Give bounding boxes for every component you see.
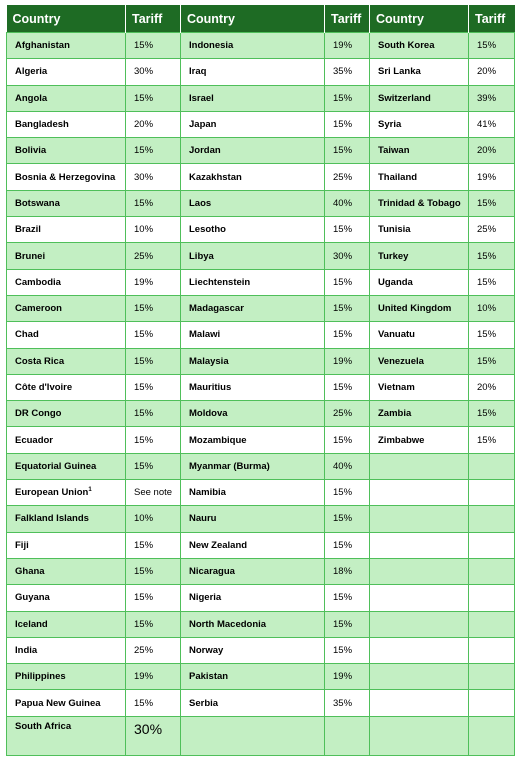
table-row	[7, 243, 515, 269]
country-cell	[181, 111, 325, 137]
table-row	[7, 190, 515, 216]
tariff-cell: 15%	[126, 453, 181, 479]
country-cell	[7, 269, 126, 295]
country-name: Fiji	[15, 539, 29, 551]
tariff-cell: 15%	[325, 427, 370, 453]
country-cell	[370, 322, 469, 348]
tariff-cell: 25%	[469, 217, 515, 243]
country-name: Israel	[189, 92, 214, 104]
tariff-cell: 15%	[126, 85, 181, 111]
table-row	[7, 111, 515, 137]
country-name: European Union	[15, 487, 89, 499]
country-cell	[7, 506, 126, 532]
table-row	[7, 138, 515, 164]
country-cell	[7, 111, 126, 137]
tariff-cell: 15%	[126, 348, 181, 374]
country-cell	[7, 690, 126, 716]
header-tariff-2: Tariff	[325, 5, 370, 33]
country-name: Pakistan	[189, 671, 229, 683]
country-cell	[370, 85, 469, 111]
tariff-cell: 15%	[126, 190, 181, 216]
tariff-cell: 15%	[469, 401, 515, 427]
country-cell	[181, 217, 325, 243]
country-name: Moldova	[189, 408, 228, 420]
country-name: Bosnia & Herzegovina	[15, 171, 116, 183]
tariff-cell: 10%	[469, 295, 515, 321]
tariff-cell: 25%	[126, 637, 181, 663]
header-country-1: Country	[7, 5, 126, 33]
tariff-cell: 40%	[325, 453, 370, 479]
country-name: Bangladesh	[15, 119, 69, 131]
tariff-cell: 30%	[325, 243, 370, 269]
country-name: South Africa	[15, 720, 72, 732]
country-name: Côte d'Ivoire	[15, 382, 73, 393]
tariff-cell: 19%	[126, 269, 181, 295]
country-cell	[7, 243, 126, 269]
country-name: Namibia	[189, 487, 226, 499]
country-name: Myanmar (Burma)	[189, 460, 270, 472]
country-cell	[181, 716, 325, 755]
tariff-cell: 15%	[325, 322, 370, 348]
country-cell	[7, 716, 126, 755]
tariff-cell: 20%	[469, 374, 515, 400]
country-name: Botswana	[15, 197, 60, 209]
country-cell	[370, 401, 469, 427]
tariff-cell	[469, 585, 515, 611]
tariff-cell: 15%	[126, 558, 181, 584]
country-cell	[370, 164, 469, 190]
country-cell	[7, 190, 126, 216]
country-name: Switzerland	[378, 92, 431, 104]
country-name: Cambodia	[15, 276, 61, 288]
country-cell	[7, 85, 126, 111]
tariff-cell: 15%	[469, 33, 515, 59]
table-row	[7, 269, 515, 295]
tariff-cell: 15%	[126, 585, 181, 611]
country-cell	[181, 85, 325, 111]
tariff-cell	[469, 532, 515, 558]
country-name: Cameroon	[15, 303, 62, 315]
country-name: Liechtenstein	[189, 276, 251, 288]
tariff-cell: 19%	[325, 33, 370, 59]
country-cell	[370, 59, 469, 85]
tariff-cell: 15%	[126, 295, 181, 321]
tariff-cell: 15%	[325, 611, 370, 637]
tariff-cell: 15%	[325, 111, 370, 137]
country-cell	[370, 716, 469, 755]
country-name: Syria	[378, 119, 402, 131]
tariff-table	[6, 5, 515, 756]
tariff-cell: 41%	[469, 111, 515, 137]
country-cell	[181, 532, 325, 558]
country-cell	[181, 243, 325, 269]
tariff-cell: 15%	[325, 138, 370, 164]
table-row	[7, 295, 515, 321]
country-cell	[370, 611, 469, 637]
table-row	[7, 506, 515, 532]
country-name: Kazakhstan	[189, 171, 242, 183]
country-name: India	[15, 644, 38, 656]
header-country-3: Country	[370, 5, 469, 33]
country-cell	[370, 348, 469, 374]
tariff-cell: 30%	[126, 164, 181, 190]
table-row	[7, 374, 515, 400]
country-cell	[181, 585, 325, 611]
table-row	[7, 59, 515, 85]
tariff-cell: 15%	[469, 322, 515, 348]
country-cell	[370, 637, 469, 663]
tariff-cell	[469, 558, 515, 584]
country-cell	[7, 164, 126, 190]
tariff-cell: 15%	[325, 269, 370, 295]
country-name: DR Congo	[15, 408, 62, 420]
country-cell	[7, 33, 126, 59]
country-cell	[370, 138, 469, 164]
table-row	[7, 532, 515, 558]
table-row	[7, 585, 515, 611]
tariff-cell: 19%	[469, 164, 515, 190]
tariff-cell: 15%	[469, 190, 515, 216]
tariff-cell: 15%	[126, 532, 181, 558]
country-name: Nicaragua	[189, 566, 235, 578]
country-cell	[181, 33, 325, 59]
country-cell	[7, 322, 126, 348]
tariff-cell: 15%	[469, 243, 515, 269]
table-row	[7, 33, 515, 59]
country-cell	[7, 611, 126, 637]
tariff-cell: 30%	[126, 59, 181, 85]
country-name: Equatorial Guinea	[15, 460, 97, 472]
country-name: Lesotho	[189, 224, 226, 236]
country-cell	[370, 243, 469, 269]
tariff-cell	[325, 716, 370, 755]
country-cell	[181, 637, 325, 663]
table-row	[7, 480, 515, 506]
country-cell	[181, 348, 325, 374]
country-cell	[181, 269, 325, 295]
country-cell	[370, 269, 469, 295]
tariff-cell: 15%	[469, 348, 515, 374]
header-row	[7, 5, 515, 33]
country-name: Sri Lanka	[378, 66, 421, 78]
table-row	[7, 348, 515, 374]
country-name: Serbia	[189, 697, 219, 709]
country-cell	[181, 558, 325, 584]
tariff-cell: 15%	[325, 637, 370, 663]
table-row	[7, 690, 515, 716]
country-cell	[181, 453, 325, 479]
country-name: Zimbabwe	[378, 434, 425, 446]
country-cell	[181, 427, 325, 453]
country-cell	[7, 637, 126, 663]
country-cell	[370, 427, 469, 453]
table-row	[7, 427, 515, 453]
country-name: Tunisia	[378, 224, 411, 236]
country-name: Vanuatu	[378, 329, 415, 341]
country-name: Bolivia	[15, 145, 47, 157]
tariff-cell	[469, 453, 515, 479]
country-cell	[370, 374, 469, 400]
table-row	[7, 716, 515, 755]
country-name: Madagascar	[189, 303, 244, 315]
country-name: Vietnam	[378, 382, 415, 393]
country-cell	[181, 164, 325, 190]
country-name: Norway	[189, 644, 224, 656]
tariff-cell: 15%	[325, 374, 370, 400]
country-name: Venezuela	[378, 355, 424, 367]
tariff-cell: 15%	[325, 532, 370, 558]
country-name: North Macedonia	[189, 618, 267, 630]
country-name: Papua New Guinea	[15, 697, 101, 709]
table-row	[7, 664, 515, 690]
country-name: Thailand	[378, 171, 418, 183]
country-cell	[181, 190, 325, 216]
table-row	[7, 637, 515, 663]
tariff-cell: 15%	[126, 33, 181, 59]
country-cell	[181, 401, 325, 427]
tariff-cell: 15%	[325, 480, 370, 506]
tariff-cell: 19%	[325, 664, 370, 690]
country-cell	[7, 480, 126, 506]
country-cell	[370, 532, 469, 558]
tariff-cell	[469, 611, 515, 637]
tariff-cell: 30%	[126, 716, 181, 755]
country-cell	[181, 690, 325, 716]
country-name: Libya	[189, 250, 214, 262]
country-cell	[370, 558, 469, 584]
table-row	[7, 164, 515, 190]
table-row	[7, 217, 515, 243]
tariff-cell: 15%	[126, 401, 181, 427]
header-country-2: Country	[181, 5, 325, 33]
tariff-cell: 25%	[126, 243, 181, 269]
country-name: Philippines	[15, 671, 66, 683]
country-cell	[370, 664, 469, 690]
tariff-cell	[469, 664, 515, 690]
tariff-cell: 15%	[126, 138, 181, 164]
table-row	[7, 401, 515, 427]
country-name: United Kingdom	[378, 303, 452, 315]
country-name: New Zealand	[189, 539, 248, 551]
country-name: Jordan	[189, 145, 221, 157]
tariff-cell	[469, 690, 515, 716]
country-cell	[7, 217, 126, 243]
table-row	[7, 322, 515, 348]
country-cell	[370, 480, 469, 506]
country-name: Brunei	[15, 250, 46, 262]
country-cell	[7, 427, 126, 453]
footnote-marker: 1	[88, 487, 92, 494]
table-body	[7, 33, 515, 756]
country-cell	[370, 585, 469, 611]
tariff-cell: 15%	[325, 85, 370, 111]
country-cell	[370, 295, 469, 321]
country-cell	[181, 295, 325, 321]
tariff-cell: 15%	[325, 585, 370, 611]
country-cell	[181, 322, 325, 348]
tariff-cell: 15%	[469, 427, 515, 453]
country-cell	[7, 138, 126, 164]
country-name: Malaysia	[189, 355, 229, 367]
country-name: Ghana	[15, 566, 45, 578]
tariff-cell: 25%	[325, 164, 370, 190]
tariff-cell: See note	[126, 480, 181, 506]
tariff-cell: 15%	[126, 322, 181, 348]
country-cell	[370, 190, 469, 216]
header-tariff-3: Tariff	[469, 5, 515, 33]
country-name: Guyana	[15, 592, 50, 604]
tariff-cell: 19%	[325, 348, 370, 374]
country-name: Taiwan	[378, 145, 410, 157]
country-name: Mozambique	[189, 434, 247, 446]
country-name: Malawi	[189, 329, 221, 341]
country-name: Nigeria	[189, 592, 222, 604]
country-cell	[7, 558, 126, 584]
table-row	[7, 611, 515, 637]
table-row	[7, 558, 515, 584]
country-cell	[7, 585, 126, 611]
tariff-cell	[469, 480, 515, 506]
country-name: Ecuador	[15, 434, 54, 446]
country-cell	[7, 59, 126, 85]
country-name: Angola	[15, 92, 48, 104]
tariff-cell: 15%	[126, 427, 181, 453]
country-name: Laos	[189, 197, 212, 209]
country-name: Japan	[189, 119, 217, 131]
tariff-cell: 35%	[325, 690, 370, 716]
country-name: Costa Rica	[15, 355, 65, 367]
country-cell	[181, 480, 325, 506]
tariff-cell: 15%	[126, 374, 181, 400]
table-row	[7, 453, 515, 479]
country-cell	[7, 532, 126, 558]
tariff-cell: 15%	[126, 690, 181, 716]
country-cell	[7, 401, 126, 427]
country-cell	[181, 506, 325, 532]
tariff-cell: 25%	[325, 401, 370, 427]
country-cell	[181, 664, 325, 690]
country-cell	[370, 33, 469, 59]
tariff-cell: 15%	[325, 506, 370, 532]
country-cell	[181, 374, 325, 400]
country-name: Indonesia	[189, 40, 234, 52]
country-name: Turkey	[378, 250, 409, 262]
country-name: Uganda	[378, 276, 413, 288]
tariff-cell	[469, 637, 515, 663]
country-name: Trinidad & Tobago	[378, 197, 461, 209]
tariff-cell: 15%	[325, 217, 370, 243]
country-cell	[7, 348, 126, 374]
country-name: Iceland	[15, 618, 48, 630]
tariff-cell: 10%	[126, 506, 181, 532]
country-name: Falkland Islands	[15, 513, 89, 525]
country-name: Iraq	[189, 66, 207, 78]
country-name: Chad	[15, 329, 39, 341]
tariff-cell: 40%	[325, 190, 370, 216]
tariff-cell	[469, 506, 515, 532]
tariff-cell: 20%	[469, 59, 515, 85]
country-cell	[181, 611, 325, 637]
country-cell	[7, 453, 126, 479]
country-name: Mauritius	[189, 382, 232, 393]
tariff-cell: 10%	[126, 217, 181, 243]
country-name: Algeria	[15, 66, 48, 78]
tariff-cell: 18%	[325, 558, 370, 584]
country-name: Nauru	[189, 513, 217, 525]
country-cell	[181, 138, 325, 164]
country-cell	[370, 690, 469, 716]
country-cell	[370, 453, 469, 479]
tariff-cell: 19%	[126, 664, 181, 690]
country-cell	[370, 506, 469, 532]
tariff-cell: 35%	[325, 59, 370, 85]
country-cell	[7, 664, 126, 690]
tariff-cell: 15%	[469, 269, 515, 295]
tariff-cell: 39%	[469, 85, 515, 111]
country-name: Brazil	[15, 224, 41, 236]
tariff-cell: 15%	[325, 295, 370, 321]
table-row	[7, 85, 515, 111]
country-cell	[7, 295, 126, 321]
country-cell	[181, 59, 325, 85]
tariff-cell: 20%	[469, 138, 515, 164]
country-cell	[370, 217, 469, 243]
tariff-cell: 20%	[126, 111, 181, 137]
country-name: South Korea	[378, 40, 435, 52]
tariff-cell: 15%	[126, 611, 181, 637]
tariff-cell	[469, 716, 515, 755]
country-cell	[370, 111, 469, 137]
country-name: Zambia	[378, 408, 412, 420]
country-cell	[7, 374, 126, 400]
header-tariff-1: Tariff	[126, 5, 181, 33]
country-name: Afghanistan	[15, 40, 70, 52]
